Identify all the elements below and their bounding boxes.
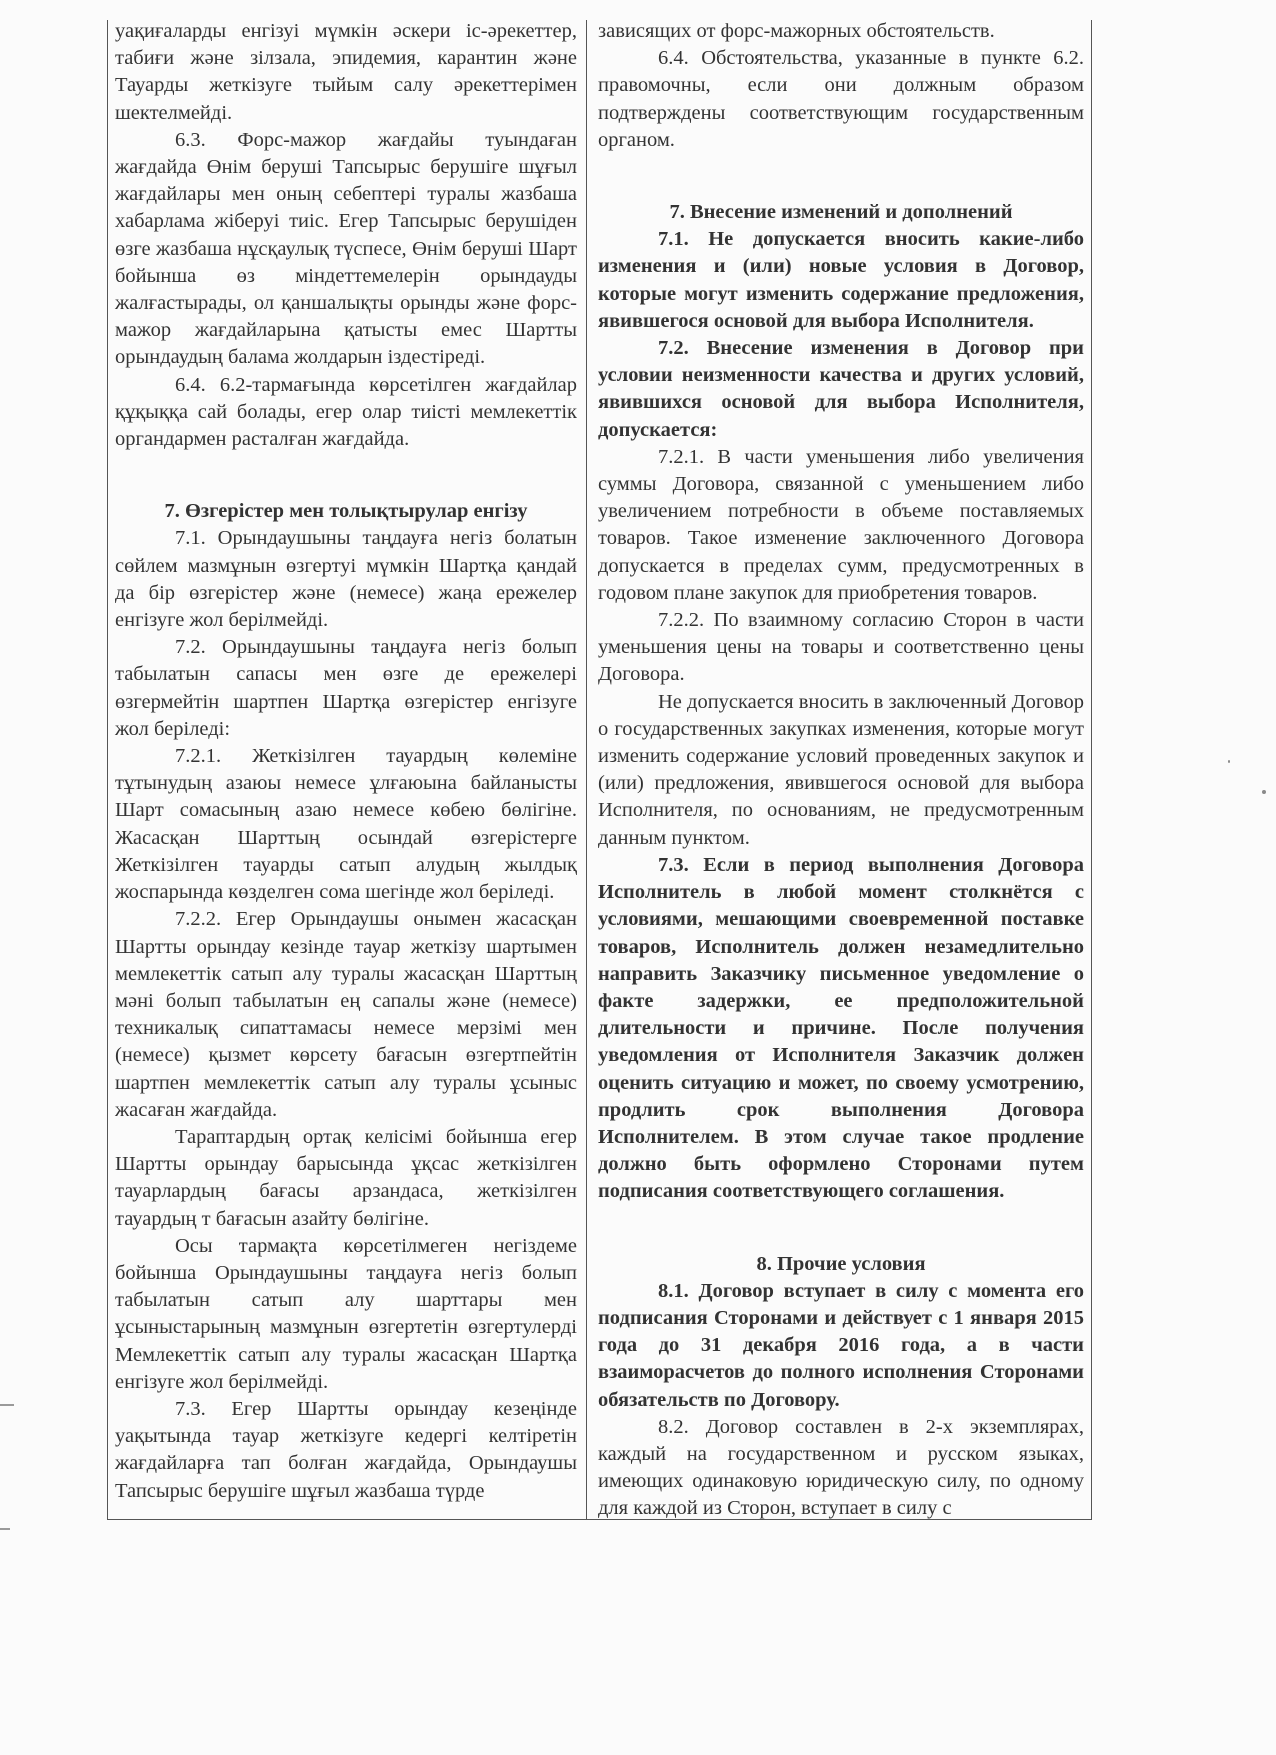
paragraph-7-2-ru: 7.2. Внесение изменения в Договор при условии неизменности качества и других условий, явившихся основой для выбора Исполнителя, допускается: xyxy=(598,337,1084,441)
paragraph-7-1-ru: 7.1. Не допускается вносить какие-либо изменения и (или) новые условия в Договор, которые могут изменить содержание предложения, явившегося основой для выбора Исполнителя. xyxy=(598,228,1084,332)
section-8-heading-ru: 8. Прочие условия xyxy=(756,1252,926,1275)
paragraph-7-2-1-kz: 7.2.1. Жеткізілген тауардың көлеміне тұтынудың азаюы немесе ұлғаюына байланысты Шарт сомасының азаю немесе көбею бөлігіне. Жасасқан Шарттың осындай өзгерістерге Жеткізілген тауарды сатып алудың жылдық жоспарында көзделген сома шегінде жол беріледі. xyxy=(115,745,577,904)
scan-margin-mark xyxy=(0,1404,14,1406)
scan-speck xyxy=(1262,790,1266,794)
paragraph-7-3-kz: 7.3. Егер Шартты орындау кезеңінде уақытында тауар жеткізуге кедергі келтіретін жағдайларға тап болған жағдайда, Орындаушы Тапсырыс берушіге шұғыл жазбаша түрде xyxy=(115,1397,577,1502)
section-7-heading-kz: 7. Өзгерістер мен толықтырулар енгізу xyxy=(164,500,528,523)
scan-margin-mark xyxy=(0,1528,10,1530)
paragraph-mutual-agreement-kz: Тараптардың ортақ келісімі бойынша егер Шартты орындау барысында ұқсас жеткізілген тауарлардың бағасы арзандаса, жеткізілген тауардың т бағасын азайту бөлігіне. xyxy=(115,1125,577,1230)
russian-text-column xyxy=(598,18,1084,1523)
paragraph-not-allowed-kz: Осы тармақта көрсетілмеген негіздеме бойынша Орындаушыны таңдауға негіз болып табылатын сатып алу шарттары мен ұсыныстарының мазмұнын өзгертетін өзгертулерді Мемлекеттік сатып алу туралы жасасқан Шартқа енгізуге жол берілмейді. xyxy=(115,1234,577,1393)
paragraph-force-majeure-continuation-kz: уақиғаларды енгізуі мүмкін әскери іс-әрекеттер, табиғи және зілзала, эпидемия, карантин және Тауарды жеткізуге тыйым салу әрекеттерімен шектелмейді. xyxy=(115,20,577,124)
paragraph-force-majeure-continuation-ru: зависящих от форс-мажорных обстоятельств. xyxy=(598,20,995,42)
paragraph-8-1-ru: 8.1. Договор вступает в силу с момента его подписания Сторонами и действует с 1 января 2015 года до 31 декабря 2016 года, а в части взаиморасчетов до полного исполнения Сторонами обязательств по Договору. xyxy=(598,1279,1084,1411)
paragraph-6-4-kz: 6.4. 6.2-тармағында көрсетілген жағдайлар құқыққа сай болады, егер олар тиісті мемлекеттік органдармен расталған жағдайда. xyxy=(115,373,577,451)
scan-speck xyxy=(1228,760,1230,763)
paragraph-8-2-ru: 8.2. Договор составлен в 2-х экземплярах, каждый на государственном и русском языках, имеющих одинаковую юридическую силу, по одному для каждой из Сторон, вступает в силу с xyxy=(598,1415,1084,1520)
paragraph-7-3-ru: 7.3. Если в период выполнения Договора Исполнитель в любой момент столкнётся с условиями, мешающими своевременной поставке товаров, Исполнитель должен незамедлительно направить Заказчику письменное уведомление о факте задержки, ее предположительной длительности и причине. После получения уведомления от Исполнителя Заказчик должен оценить ситуацию и может, по своему усмотрению, продлить срок выполнения Договора Исполнителем. В этом случае такое продление должно быть оформлено Сторонами путем подписания соответствующего соглашения. xyxy=(598,853,1084,1203)
paragraph-7-2-2-ru: 7.2.2. По взаимному согласию Сторон в части уменьшения цены на товары и соответственно цены Договора. xyxy=(598,609,1084,686)
paragraph-7-2-2-kz: 7.2.2. Егер Орындаушы онымен жасасқан Шартты орындау кезінде тауар жеткізу шартымен мемлекеттік сатып алу туралы жасасқан Шарттың мәні болып табылатын ең сапалы және (немесе) техникалық сипаттамасы немесе мерзімі мен (немесе) қызмет көрсету бағасын өзгертпейтін шартпен мемлекеттік сатып алу туралы ұсыныс жасаған жағдайда. xyxy=(115,908,577,1121)
paragraph-6-3-kz: 6.3. Форс-мажор жағдайы туындаған жағдайда Өнім беруші Тапсырыс берушіге шұғыл жағдайлары мен оның себептері туралы жазбаша хабарлама жіберуі тиіс. Егер Тапсырыс берушіден өзге жазбаша нұсқаулық түспесе, Өнім беруші Шарт бойынша өз міндеттемелерін орындауды жалғастырады, ол қаншалықты орынды және форс-мажор жағдайларына қатысты емес Шартты орындаудың балама жолдарын іздестіреді. xyxy=(115,128,577,369)
paragraph-6-4-ru: 6.4. Обстоятельства, указанные в пункте 6.2. правомочны, если они должным образом подтверждены соответствующим государственным органом. xyxy=(598,47,1084,151)
paragraph-7-2-1-ru: 7.2.1. В части уменьшения либо увеличения суммы Договора, связанной с уменьшением либо увеличением потребности в объеме поставляемых товаров. Такое изменение заключенного Договора допускается в пределах сумм, предусмотренных в годовом плане закупок для приобретения товаров. xyxy=(598,445,1084,604)
paragraph-7-2-kz: 7.2. Орындаушыны таңдауға негіз болып табылатын сапасы мен өзге де ережелері өзгермейтін шартпен Шартқа өзгерістер енгізуге жол беріледі: xyxy=(115,636,577,740)
column-divider xyxy=(586,20,587,1520)
section-7-heading-ru: 7. Внесение изменений и дополнений xyxy=(669,201,1013,224)
kazakh-text-column xyxy=(115,18,577,1505)
paragraph-not-allowed-ru: Не допускается вносить в заключенный Договор о государственных закупках изменения, которые могут изменить содержание условий проведенных закупок и (или) предложения, явившегося основой для выбора Исполнителя, по основаниям, не предусмотренным данным пунктом. xyxy=(598,690,1085,849)
paragraph-7-1-kz: 7.1. Орындаушыны таңдауға негіз болатын сөйлем мазмұнын өзгертуі мүмкін Шартқа қандай да бір өзгерістер және (немесе) жаңа ережелер енгізуге жол берілмейді. xyxy=(115,527,577,632)
